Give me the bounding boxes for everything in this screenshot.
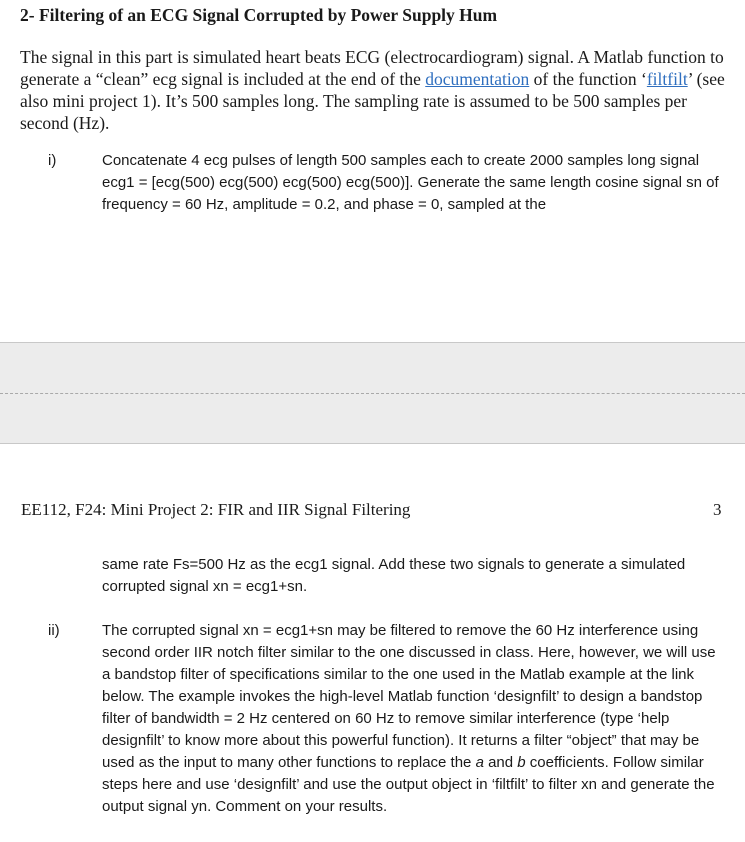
- page-break-line: [0, 393, 745, 394]
- intro-text-2: of the function ‘: [529, 69, 647, 89]
- intro-paragraph: [20, 46, 732, 134]
- item-ii-text-1: The corrupted signal xn = ecg1+sn may be filtered to remove the 60 Hz interference using second order IIR notch filter similar to the one discussed in class. Here, however, we will use a bandstop filter of specifications similar to the one used in the Matlab example at the link below. The example invokes the high-level Matlab function ‘designfilt’ to design a bandstop filter of bandwidth = 2 Hz centered on 60 Hz to remove similar interference (type ‘help designfilt’ to know more about this powerful function). It returns a filter “object” that may be used as the input to many other functions to replace the: [102, 622, 716, 771]
- page-bottom: [0, 444, 745, 842]
- intro-text-1: The signal in this part is simulated heart beats ECG (electrocardiogram) signal. A Matlab function to generate a “clean” ecg signal is included at the end of the: [20, 47, 724, 89]
- list-marker-ii: ii): [48, 622, 60, 639]
- page-header-title: EE112, F24: Mini Project 2: FIR and IIR Signal Filtering: [21, 500, 411, 519]
- documentation-link[interactable]: documentation: [425, 69, 530, 89]
- intro-text-3: ’ (see also mini project 1). It’s 500 samples long. The sampling rate is assumed to be 500 samples per second (Hz).: [20, 69, 725, 133]
- list-item-i-continued-text: same rate Fs=500 Hz as the ecg1 signal. Add these two signals to generate a simulated corrupted signal xn = ecg1+sn.: [102, 556, 686, 595]
- page-break-gap: [0, 342, 745, 444]
- filtfilt-link[interactable]: filtfilt: [646, 69, 688, 89]
- coefficient-b: b: [517, 754, 526, 771]
- item-ii-text-2: coefficients. Follow similar steps here and use ‘designfilt’ and use the output object in ‘filtfilt’ to filter xn and generate the output signal yn. Comment on your results.: [102, 754, 715, 815]
- section-heading: 2- Filtering of an ECG Signal Corrupted by Power Supply Hum: [20, 5, 498, 25]
- coefficient-a: a: [475, 754, 484, 771]
- list-marker-i: i): [48, 152, 57, 169]
- page-top: [0, 0, 745, 342]
- list-item-i-text: Concatenate 4 ecg pulses of length 500 samples each to create 2000 samples long signal ecg1 = [ecg(500) ecg(500) ecg(500) ecg(500)]. Generate the same length cosine signal sn of frequency = 60 Hz, amplitude = 0.2, and phase = 0, sampled at the: [102, 152, 719, 213]
- item-ii-text-and: and: [483, 754, 518, 771]
- page-number: 3: [713, 500, 722, 519]
- list-item-ii-text: [102, 620, 727, 818]
